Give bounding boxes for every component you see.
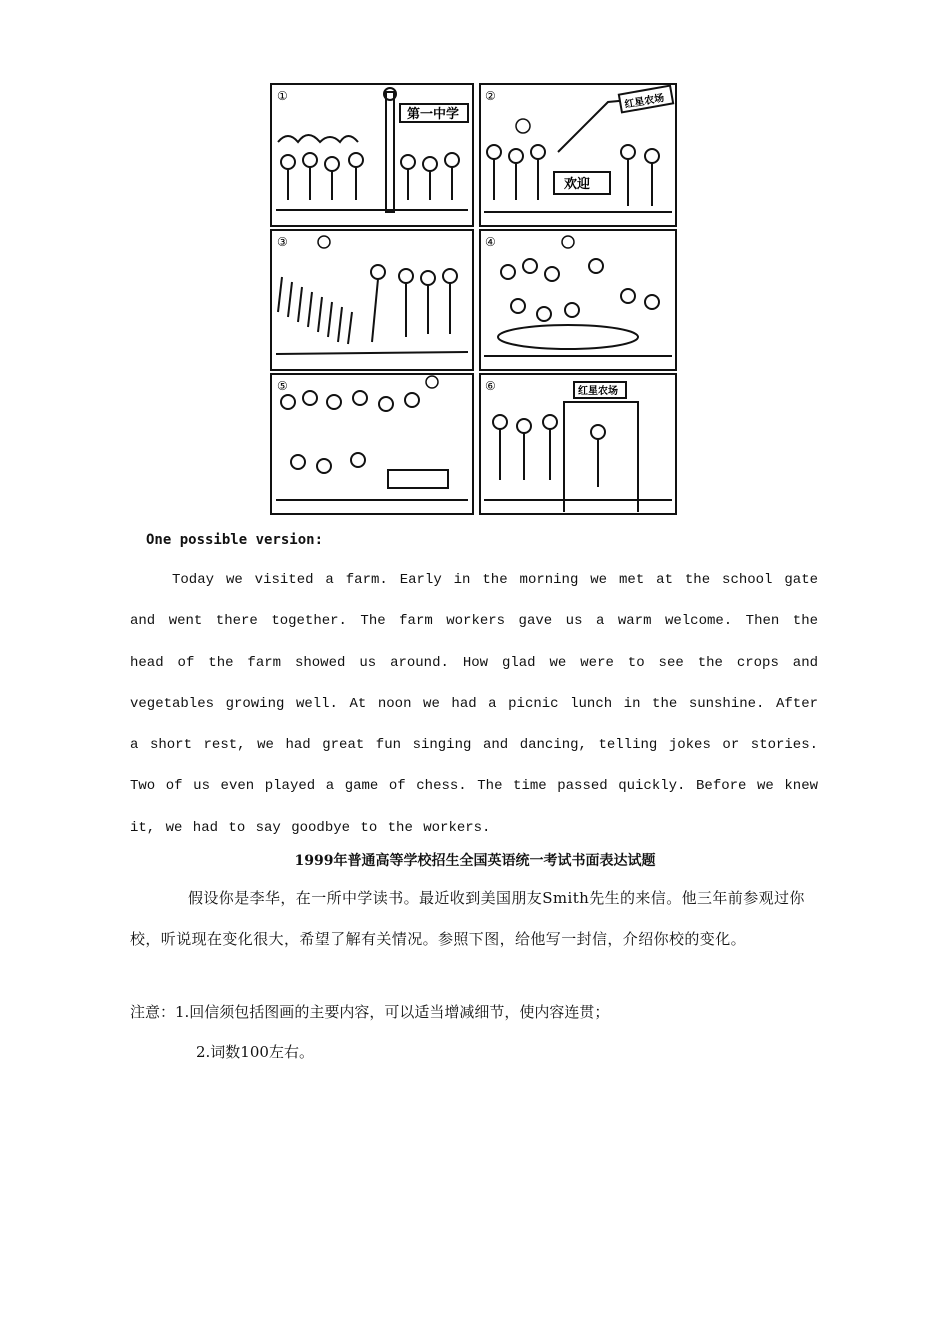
exam-title: 1999年普通高等学校招生全国英语统一考试书面表达试题: [294, 853, 656, 869]
panel-number-1: ①: [277, 89, 288, 103]
farm-exit-sign: 红星农场: [578, 386, 618, 397]
answer-essay: [130, 560, 818, 849]
comic-panel-3: [271, 230, 473, 370]
comic-strip-figure: [268, 82, 680, 518]
answer-heading: One possible version:: [146, 532, 324, 548]
comic-panel-5: [271, 374, 473, 514]
panel-number-4: ④: [485, 235, 496, 249]
comic-panel-6: [480, 374, 676, 514]
comic-panel-1: [271, 84, 473, 226]
panel-number-5: ⑤: [277, 379, 288, 393]
comic-panel-4: [480, 230, 676, 370]
school-gate-sign: 第一中学: [407, 107, 460, 122]
farm-gate-sign: 红星农场: [623, 92, 666, 111]
comic-panel-2: [480, 84, 676, 226]
panel-number-3: ③: [277, 235, 288, 249]
welcome-banner: 欢迎: [564, 177, 591, 192]
exam-note-1: 注意：1.回信须包括图画的主要内容，可以适当增减细节，使内容连贯；: [130, 1003, 610, 1021]
exam-note-2: 2.词数100左右。: [196, 1043, 314, 1061]
essay-body: Today we visited a farm. Early in the morning we met at the school gate and went there together. The farm workers gave us a warm welcome. Then the head of the farm showed us around. How glad we were to see the crops and vegetables growing well. At noon we had a picnic lunch in the sunshine. After a short rest, we had great fun singing and dancing, telling jokes or stories. Two of us even played a game of chess. The time passed quickly. Before we knew it, we had to say goodbye to the workers.: [130, 572, 818, 836]
panel-number-2: ②: [485, 89, 496, 103]
panel-number-6: ⑥: [485, 379, 496, 393]
exam-prompt: 假设你是李华，在一所中学读书。最近收到美国朋友Smith先生的来信。他三年前参观过你校，听说现在变化很大，希望了解有关情况。参照下图，给他写一封信，介绍你校的变化。: [130, 889, 805, 948]
